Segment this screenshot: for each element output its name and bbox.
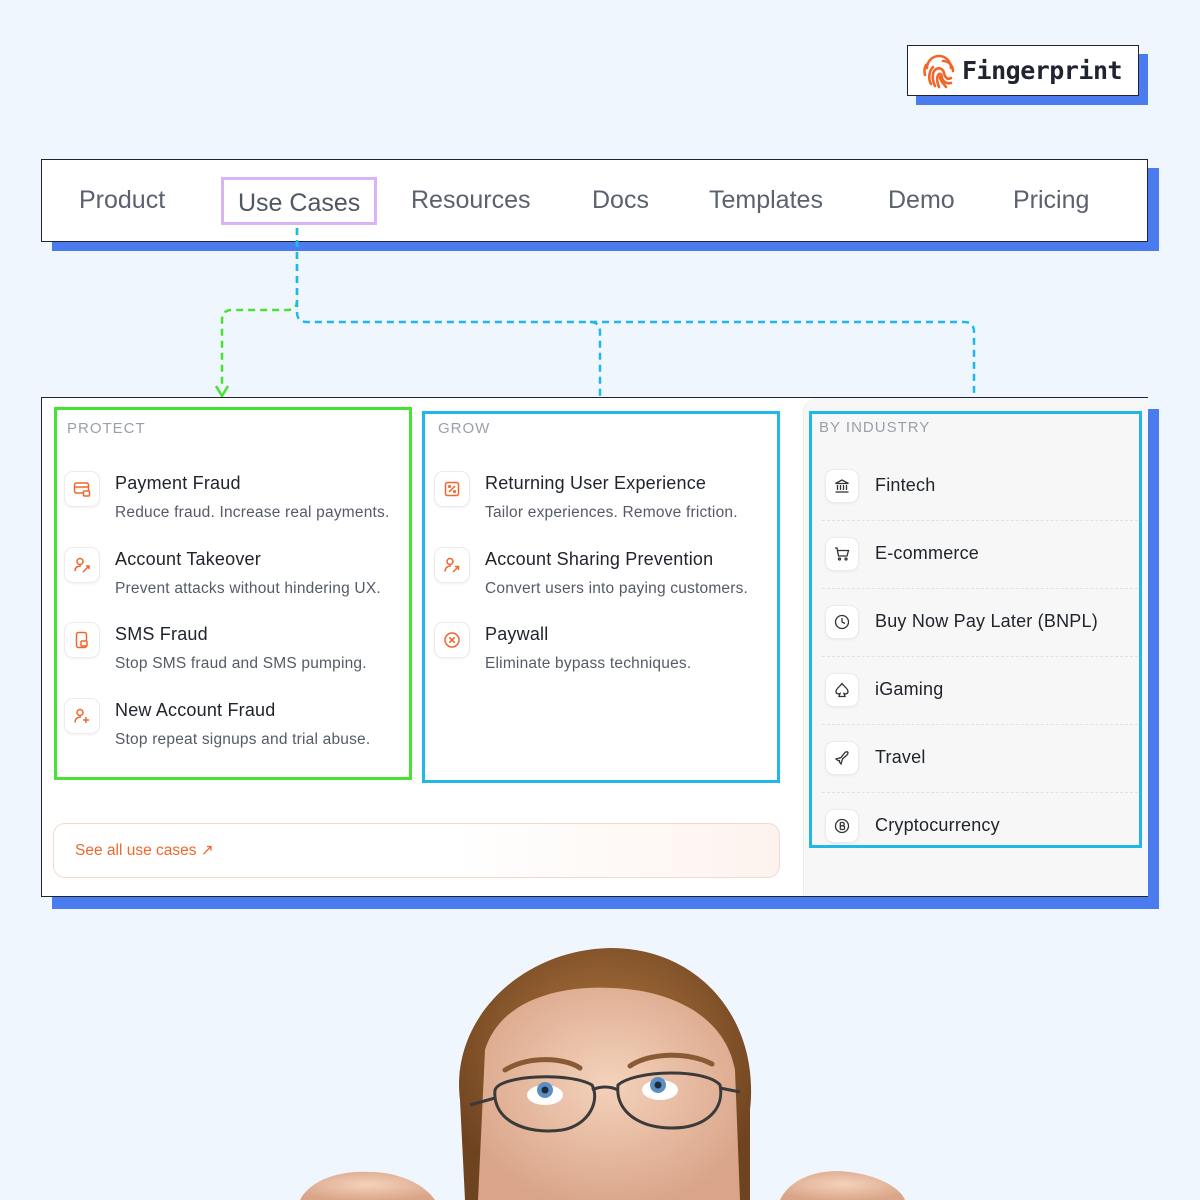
bitcoin-icon: [825, 809, 859, 843]
fingerprint-logo[interactable]: [907, 45, 1139, 96]
nav-item-product[interactable]: Product: [79, 186, 166, 214]
item-desc: Prevent attacks without hindering UX.: [115, 580, 381, 597]
percent-tag-icon: [434, 471, 470, 507]
nav-item-pricing[interactable]: Pricing: [1013, 186, 1090, 214]
item-title: Cryptocurrency: [875, 815, 1000, 835]
item-title: New Account Fraud: [115, 700, 276, 720]
nav-item-templates[interactable]: Templates: [709, 186, 823, 214]
user-arrow-icon: [434, 547, 470, 583]
brand-name: Fingerprint: [962, 56, 1123, 85]
see-all-use-cases-link[interactable]: [53, 823, 780, 878]
industry-cryptocurrency[interactable]: [822, 793, 1138, 861]
user-key-icon: [64, 547, 100, 583]
cart-icon: [825, 537, 859, 571]
industry-travel[interactable]: [822, 725, 1138, 793]
item-title: Returning User Experience: [485, 473, 707, 493]
woman-looking-up-photo: [300, 940, 940, 1200]
industry-igaming[interactable]: [822, 657, 1138, 725]
user-plus-icon: [64, 698, 100, 734]
item-desc: Reduce fraud. Increase real payments.: [115, 504, 390, 521]
nav-item-use-cases[interactable]: Use Cases: [221, 177, 377, 225]
item-title: Paywall: [485, 624, 549, 644]
item-title: Buy Now Pay Later (BNPL): [875, 611, 1098, 631]
use-cases-menu: [41, 397, 1148, 897]
grow-heading: GROW: [438, 420, 491, 437]
item-desc: Stop repeat signups and trial abuse.: [115, 731, 371, 748]
industry-ecommerce[interactable]: [822, 521, 1138, 589]
spade-icon: [825, 673, 859, 707]
item-desc: Convert users into paying customers.: [485, 580, 749, 597]
item-title: Travel: [875, 747, 926, 767]
see-all-label: See all use cases ↗: [75, 842, 214, 859]
industry-fintech[interactable]: [822, 453, 1138, 521]
nav-item-resources[interactable]: Resources: [411, 186, 531, 214]
plane-icon: [825, 741, 859, 775]
item-title: SMS Fraud: [115, 624, 208, 644]
item-title: Account Takeover: [115, 549, 261, 569]
item-desc: Stop SMS fraud and SMS pumping.: [115, 655, 367, 672]
item-title: E-commerce: [875, 543, 980, 563]
item-title: Fintech: [875, 475, 936, 495]
bank-icon: [825, 469, 859, 503]
connector-grow: [297, 228, 600, 402]
main-nav: [41, 159, 1148, 242]
protect-heading: PROTECT: [67, 420, 146, 437]
arrowhead-protect: [216, 386, 228, 396]
item-desc: Tailor experiences. Remove friction.: [485, 504, 738, 521]
phone-lock-icon: [64, 622, 100, 658]
item-desc: Eliminate bypass techniques.: [485, 655, 692, 672]
connector-industry: [590, 322, 974, 402]
industry-heading: BY INDUSTRY: [819, 419, 931, 436]
circle-x-icon: [434, 622, 470, 658]
fingerprint-icon: [922, 53, 956, 89]
item-title: iGaming: [875, 679, 944, 699]
nav-item-docs[interactable]: Docs: [592, 186, 649, 214]
card-lock-icon: [64, 471, 100, 507]
industry-bnpl[interactable]: [822, 589, 1138, 657]
item-title: Payment Fraud: [115, 473, 241, 493]
connector-protect: [222, 228, 297, 388]
item-title: Account Sharing Prevention: [485, 549, 714, 569]
clock-icon: [825, 605, 859, 639]
nav-item-demo[interactable]: Demo: [888, 186, 955, 214]
